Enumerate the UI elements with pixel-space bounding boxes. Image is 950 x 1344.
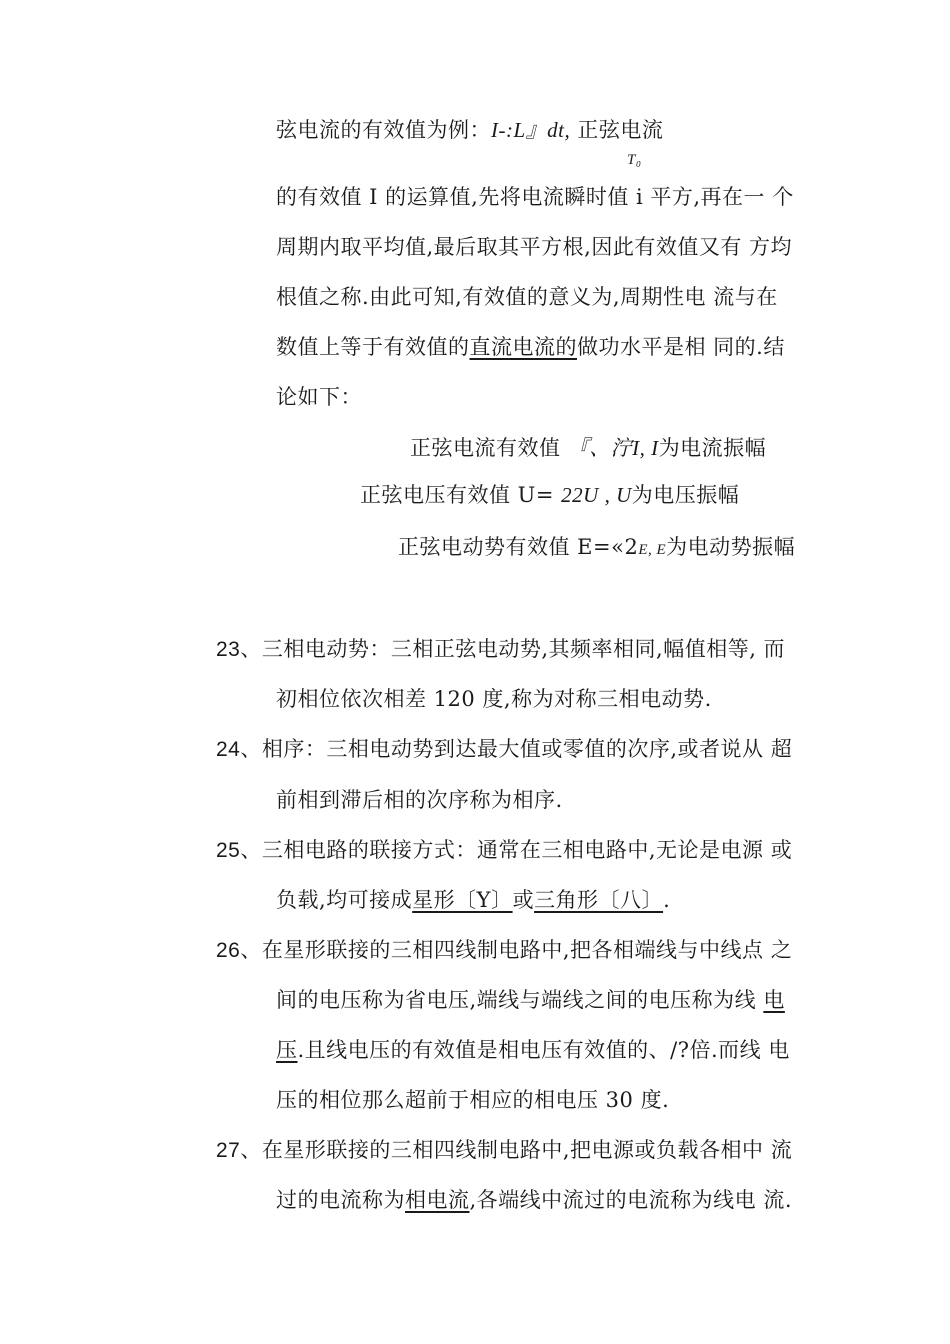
formula-note: 为电流振幅: [658, 436, 767, 460]
item-text: 、相序：三相电动势到达最大值或零值的次序,或者说从 超: [240, 737, 793, 761]
item-23-line-1: [216, 635, 785, 664]
intro-text: 弦电流的有效值为例：: [276, 118, 491, 142]
underlined-term: 压: [276, 1038, 298, 1062]
item-text: 或: [512, 888, 535, 912]
item-text: 、在星形联接的三相四线制电路中,把各相端线与中线点 之: [240, 938, 793, 962]
item-25-line-1: [216, 836, 792, 865]
intro-line-4: 根值之称.由此可知,有效值的意义为,周期性电 流与在: [276, 285, 778, 309]
intro-line-1: [276, 116, 663, 144]
underlined-term: 三角形〔八〕: [534, 888, 664, 912]
formula-expr: 22U , U: [561, 483, 632, 507]
intro-line-6: 论如下：: [276, 385, 362, 409]
formula-note: 为电压振幅: [631, 483, 740, 507]
formula-label: 正弦电压有效值 U=: [360, 483, 562, 507]
item-number: 23: [216, 638, 241, 661]
formula-emf: [398, 533, 795, 564]
formula-note: 为电动势振幅: [666, 535, 796, 559]
formula-label: 正弦电动势有效值 E=«2: [398, 535, 639, 559]
formula-expr: 『、泞I, I: [567, 436, 659, 460]
item-text: ,各端线中流过的电流称为线电 流.: [469, 1188, 793, 1212]
item-number: 26: [216, 939, 241, 962]
item-23-line-2: 初相位依次相差 120 度,称为对称三相电动势.: [276, 687, 712, 711]
item-text: 过的电流称为: [276, 1188, 405, 1212]
intro-text: 数值上等于有效值的: [276, 335, 470, 359]
formula-expr: E, E: [638, 542, 667, 558]
item-text: .: [663, 888, 671, 912]
intro-line-3: 周期内取平均值,最后取其平方根,因此有效值又有 方均: [276, 235, 793, 259]
item-25-line-2: [276, 886, 670, 914]
underlined-term: 电: [763, 988, 785, 1012]
underlined-term: 星形〔Y〕: [412, 888, 513, 912]
formula-voltage: [360, 481, 739, 509]
intro-line-2: 的有效值 I 的运算值,先将电流瞬时值 i 平方,再在一 个: [276, 185, 794, 209]
item-number: 24: [216, 738, 241, 761]
item-text: 间的电压称为省电压,端线与端线之间的电压称为线: [276, 988, 764, 1012]
underlined-term: 直流电流的: [469, 335, 577, 359]
item-text: 、三相电路的联接方式：通常在三相电路中,无论是电源 或: [240, 838, 793, 862]
intro-text: 正弦电流: [570, 118, 664, 142]
item-number: 27: [216, 1139, 241, 1162]
item-26-line-1: [216, 936, 792, 965]
item-number: 25: [216, 839, 241, 862]
formula-label: 正弦电流有效值: [410, 436, 568, 460]
item-text: 负载,均可接成: [276, 888, 413, 912]
rms-integral-formula: I-:L』dt,: [491, 118, 571, 142]
item-27-line-2: [276, 1186, 792, 1214]
item-text: 、三相电动势：三相正弦电动势,其频率相同,幅值相等, 而: [240, 637, 786, 661]
formula-current: [410, 434, 766, 462]
formula-subscript-t0: T₀: [627, 152, 642, 168]
item-26-line-4: 压的相位那么超前于相应的相电压 30 度.: [276, 1088, 670, 1112]
item-text: .且线电压的有效值是相电压有效值的、/?倍.而线 电: [297, 1038, 790, 1062]
item-24-line-1: [216, 735, 792, 764]
item-26-line-3: [276, 1036, 790, 1064]
item-26-line-2: [276, 986, 785, 1014]
item-27-line-1: [216, 1136, 792, 1165]
underlined-term: 相电流: [405, 1188, 470, 1212]
item-text: 、在星形联接的三相四线制电路中,把电源或负载各相中 流: [240, 1138, 793, 1162]
intro-line-5: [276, 333, 785, 361]
intro-text: 做功水平是相 同的.结: [577, 335, 785, 359]
item-24-line-2: 前相到滞后相的次序称为相序.: [276, 788, 563, 812]
